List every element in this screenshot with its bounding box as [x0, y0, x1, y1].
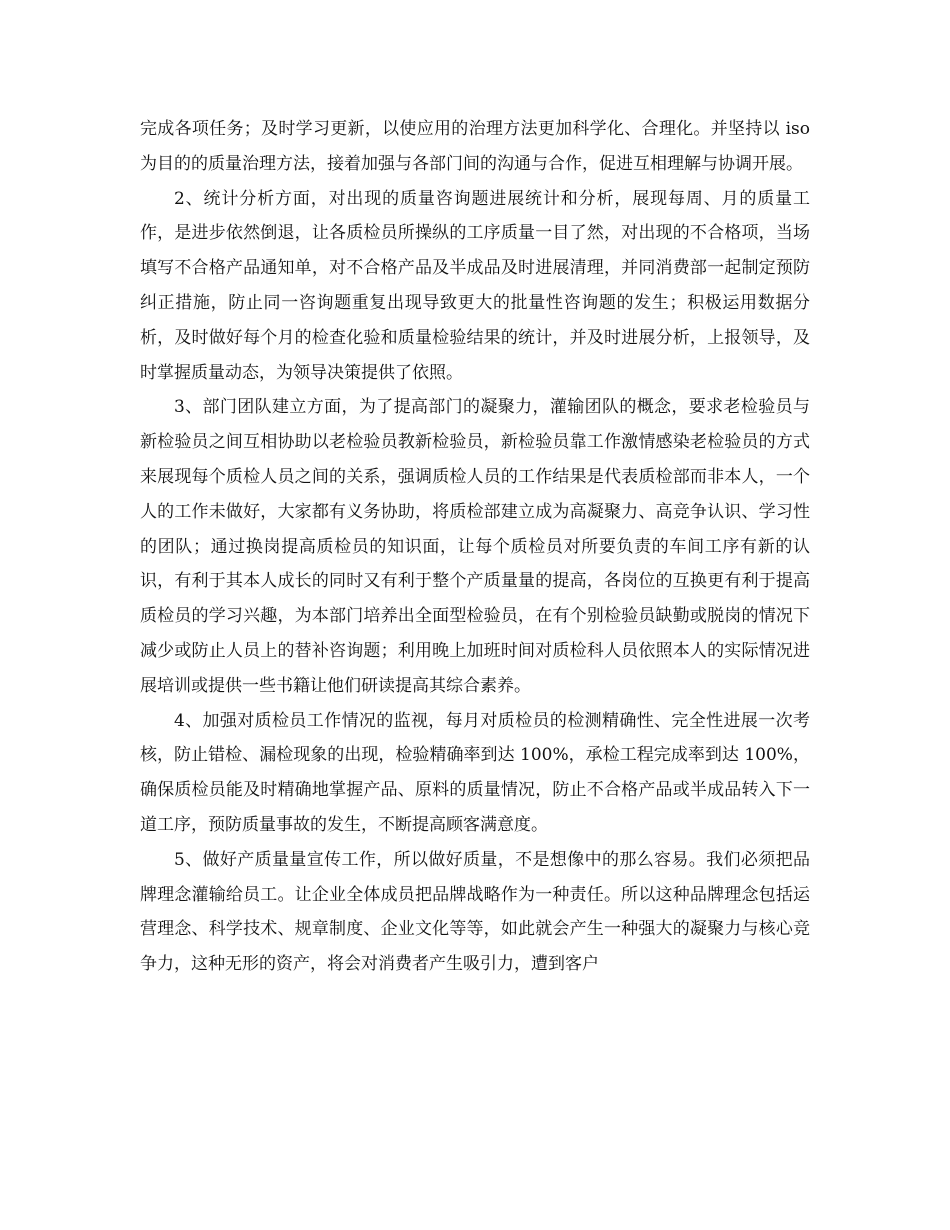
paragraph-team-building: 3、部门团队建立方面，为了提高部门的凝聚力，灌输团队的概念，要求老检验员与新检验员之间互相协助以老检验员教新检验员，新检验员靠工作激情感染老检验员的方式来展现每个质检人员之间的关系，强调质检人员的工作结果是代表质检部而非本人，一个人的工作未做好，大家都有义务协助，将质检部建立成为高凝聚力、高竞争认识、学习性的团队；通过换岗提高质检员的知识面，让每个质检员对所要负责的车间工序有新的认识，有利于其本人成长的同时又有利于整个产质量量的提高，各岗位的互换更有利于提高质检员的学习兴趣，为本部门培养出全面型检验员，在有个别检验员缺勤或脱岗的情况下减少或防止人员上的替补咨询题；利用晚上加班时间对质检科人员依照本人的实际情况进展培训或提供一些书籍让他们研读提高其综合素养。 [140, 397, 810, 696]
document-page [140, 112, 810, 982]
paragraph-continuation: 完成各项任务；及时学习更新，以使应用的治理方法更加科学化、合理化。并坚持以 iso 为目的的质量治理方法，接着加强与各部门间的沟通与合作，促进互相理解与协调开展。 [140, 119, 810, 174]
paragraph-inspector-monitoring: 4、加强对质检员工作情况的监视，每月对质检员的检测精确性、完全性进展一次考核，防止错检、漏检现象的出现，检验精确率到达 100%，承检工程完成率到达 100%，确保质检员能及时精确地掌握产品、原料的质量情况，防止不合格产品或半成品转入下一道工序，预防质量事故的发生，不断提高顾客满意度。 [140, 710, 810, 835]
paragraph-statistics-analysis: 2、统计分析方面，对出现的质量咨询题进展统计和分析，展现每周、月的质量工作，是进步依然倒退，让各质检员所操纵的工序质量一目了然，对出现的不合格项，当场填写不合格产品通知单，对不合格产品及半成品及时进展清理，并同消费部一起制定预防纠正措施，防止同一咨询题重复出现导致更大的批量性咨询题的发生；积极运用数据分析，及时做好每个月的检查化验和质量检验结果的统计，并及时进展分析，上报领导，及时掌握质量动态，为领导决策提供了依照。 [140, 188, 810, 383]
paragraph-quality-promotion: 5、做好产质量量宣传工作，所以做好质量，不是想像中的那么容易。我们必须把品牌理念灌输给员工。让企业全体成员把品牌战略作为一种责任。所以这种品牌理念包括运营理念、科学技术、规章制度、企业文化等等，如此就会产生一种强大的凝聚力与核心竞争力，这种无形的资产，将会对消费者产生吸引力，遭到客户 [140, 849, 810, 975]
